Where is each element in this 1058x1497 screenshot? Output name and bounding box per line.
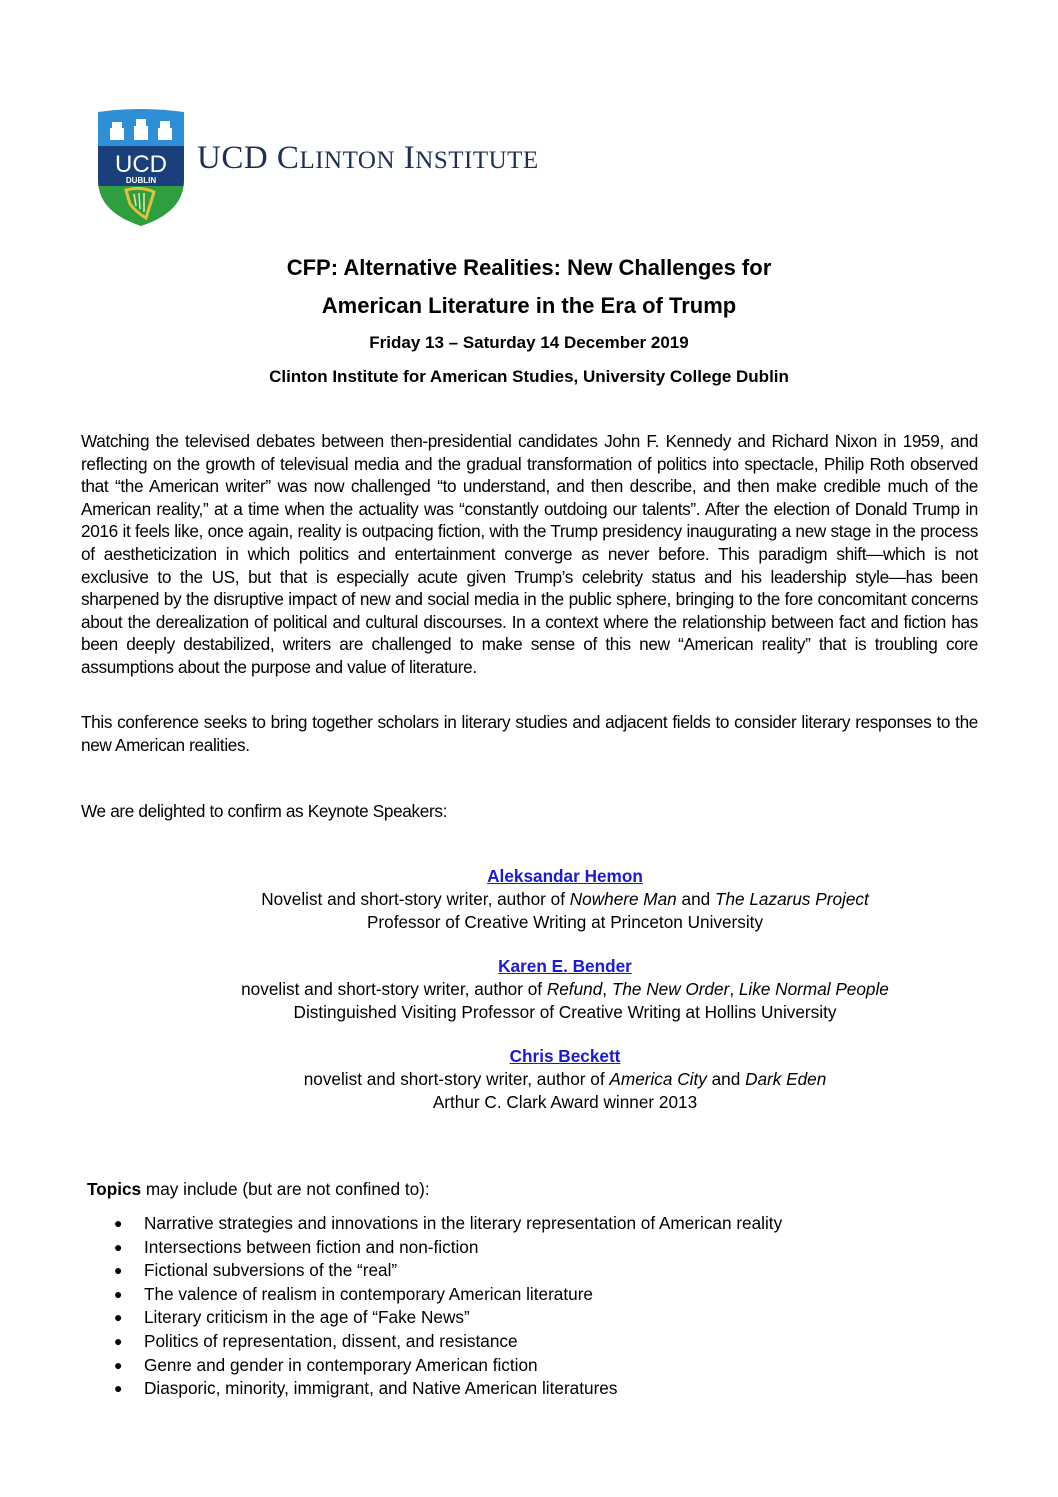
list-item: ● Fictional subversions of the “real”: [112, 1259, 782, 1283]
institute-name: UCD CLINTON INSTITUTE: [197, 140, 539, 176]
speaker-name-link[interactable]: Karen E. Bender: [498, 956, 632, 976]
speaker-block: [0, 865, 1058, 934]
event-date: Friday 13 – Saturday 14 December 2019: [369, 333, 689, 352]
list-item: ● Narrative strategies and innovations in the literary representation of American reality: [112, 1212, 782, 1236]
speaker-name-link[interactable]: Aleksandar Hemon: [487, 866, 643, 886]
speaker-description: novelist and short-story writer, author of Refund, The New Order, Like Normal People: [241, 979, 889, 999]
list-item: ● Genre and gender in contemporary American fiction: [112, 1354, 782, 1378]
list-item: ● Politics of representation, dissent, and resistance: [112, 1330, 782, 1354]
bullet-icon: ●: [114, 1238, 123, 1255]
speaker-description: novelist and short-story writer, author of America City and Dark Eden: [303, 1069, 827, 1089]
speaker-block: [0, 1045, 1058, 1114]
list-item: ● Diasporic, minority, immigrant, and Native American literatures: [112, 1377, 782, 1401]
intro-paragraph: Watching the televised debates between then-presidential candidates John F. Kennedy and Richard Nixon in 1959, and reflecting on the growth of televisual media and the gradual transformation of politics into spectacle, Philip Roth observed that “the American writer” was now challenged “to understand, and then describe, and then make credible much of the American reality,” at a time when the actuality was “constantly outdoing our talents”. After the election of Donald Trump in 2016 it feels like, once again, reality is outpacing fiction, with the Trump presidency inaugurating a new stage in the process of aestheticization in which politics and entertainment converge as never before. This paradigm shift—which is not exclusive to the US, but that is especially acute given Trump’s celebrity status and his leadership style—has been sharpened by the disruptive impact of new and social media in the public sphere, bringing to the fore concomitant concerns about the derealization of political and cultural discourses. In a context where the relationship between fact and fiction has been deeply destabilized, writers are challenged to make sense of this new “American reality” that is troubling core assumptions about the purpose and value of literature.: [81, 431, 978, 677]
list-item: ● Intersections between fiction and non-fiction: [112, 1236, 782, 1260]
keynote-intro: We are delighted to confirm as Keynote Speakers:: [81, 801, 447, 821]
bullet-icon: ●: [114, 1309, 123, 1326]
bullet-icon: ●: [114, 1380, 123, 1397]
conference-aim-paragraph: This conference seeks to bring together scholars in literary studies and adjacent fields to consider literary responses to the new American realities.: [81, 712, 978, 755]
bullet-icon: ●: [114, 1285, 123, 1302]
speaker-role: Distinguished Visiting Professor of Creative Writing at Hollins University: [293, 1002, 837, 1022]
crest-green: [96, 186, 186, 228]
crest-ucd-text: UCD: [115, 151, 167, 178]
ucd-crest-logo: [96, 108, 186, 228]
bullet-icon: ●: [114, 1215, 123, 1231]
bullet-icon: ●: [114, 1262, 123, 1279]
topics-heading: Topics may include (but are not confined to):: [87, 1179, 430, 1199]
speaker-role: Professor of Creative Writing at Princeton University: [366, 912, 764, 932]
speaker-block: [0, 955, 1058, 1024]
list-item: ● The valence of realism in contemporary American literature: [112, 1283, 782, 1307]
event-venue: Clinton Institute for American Studies, University College Dublin: [269, 367, 789, 386]
title-line-1: CFP: Alternative Realities: New Challenges for: [286, 255, 772, 280]
castle-icon: [110, 119, 172, 140]
list-item: ● Literary criticism in the age of “Fake News”: [112, 1306, 782, 1330]
bullet-icon: ●: [114, 1356, 123, 1373]
topics-list: [112, 1212, 782, 1401]
speaker-description: Novelist and short-story writer, author of Nowhere Man and The Lazarus Project: [261, 889, 869, 909]
crest-dublin-text: DUBLIN: [125, 176, 157, 185]
speaker-role: Arthur C. Clark Award winner 2013: [432, 1092, 698, 1112]
bullet-icon: ●: [114, 1332, 123, 1349]
title-line-2: American Literature in the Era of Trump: [321, 293, 737, 318]
speaker-name-link[interactable]: Chris Beckett: [509, 1046, 621, 1066]
